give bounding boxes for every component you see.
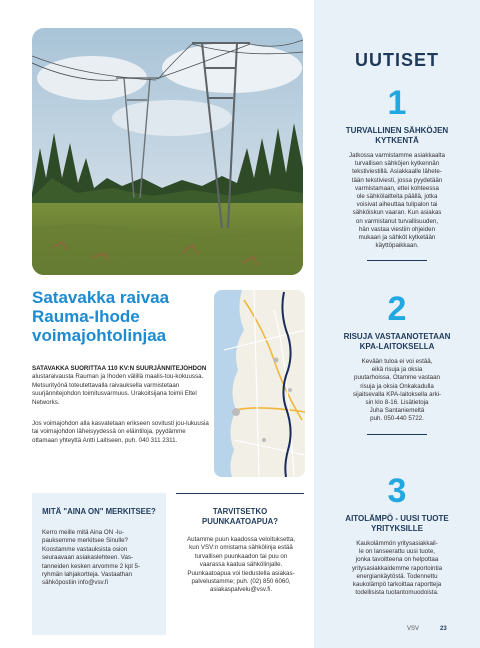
article-lead <box>32 365 210 407</box>
news-title: UUTISET <box>354 50 439 70</box>
news-body: Kevään tuloa ei voi estää, eikä risuja ja oksia puutarhoissa. Otamme vastaan risuja ja oksia Onkakadulla sijaitsevalla KPA-laitoksella arki- sin klo 8-16. Lisätietoja Juha Santaniemeltä puh. 050-440 5722. <box>352 358 442 423</box>
news-headline: AITOLÄMPÖ - UUSI TUOTE YRITYKSILLE <box>345 514 449 533</box>
article-lead-text: alustaraivausta Rauman ja Ihoden välillä maalis-tou-kokuussa. Metsurityönä toteutettavalla raivauksella varmistetaan suurjännitejohdon toimitusvarmuus. Urakoitsijana toimii Eltel Networks. <box>32 373 204 406</box>
article-paragraph: Jos voimajohdon alla kasvatetaan erikseen sovitusti jou-lukuusia tai voimajohdon läheisyydessä on eläintiloja, pyydämme ottamaan yhteyttä Antti Laitiseen, puh. 040 311 2311. <box>32 420 209 444</box>
news-column <box>314 0 480 648</box>
footer-brand: VSV <box>407 626 420 632</box>
news-headline: TURVALLINEN SÄHKÖJEN KYTKENTÄ <box>345 126 449 145</box>
aina-on-title: MITÄ "AINA ON" MERKITSEE? <box>42 507 156 516</box>
news-separator <box>367 434 427 435</box>
article-headline: Satavakka raivaa Rauma-Ihode voimajohtolinjaa <box>32 288 170 345</box>
aina-on-box <box>32 493 166 635</box>
news-item-1 <box>314 86 480 261</box>
route-map <box>214 290 305 477</box>
news-item-2 <box>314 292 480 435</box>
power-line-photo <box>32 28 303 275</box>
aina-on-body: Kerro meille mitä Aina ON -lu-pauksemme merkitsee Sinulle? Koostamme vastauksista osion seuraavaan asiakaslehteen. Vas-tanneiden kesken arvomme 2 kpl 5-ryhmän lahjakortteja. Vastaathan sähköpostiin info@vsv.fi <box>42 529 141 587</box>
tree-felling-box <box>176 493 304 635</box>
news-number: 1 <box>387 84 407 122</box>
news-number: 2 <box>387 290 407 328</box>
tree-felling-body: Autamme puun kaadossa veloituksetta, kun VSV:n omistama sähkölinja estää turvallisen puunkaadon tai puu on vaarassa kaatua sähkölinjalle. Puunkaatoapua voi tiedustella asiakas-palvelustamme; puh. (02) 850 6060, asiakaspalvelu@vsv.fi. <box>186 536 295 594</box>
news-separator <box>367 260 427 261</box>
news-body: Kaukolämmön yritysasiakkail- le on lanseerattu uusi tuote, jonka tavoitteena on helpottaa yritysasiakkaidemme raportointia energiankäytöstä. Todennettu kaukolämpö tarkoittaa raportteja todellisista tuotantomuodoista. <box>351 540 443 597</box>
news-body: Jatkossa varmistamme asiakkaalta turvallisen sähköjen kytkennän tekstiviestillä. Asiakkaalle lähete- tään tekstiviesti, jossa pyydetään varmistamaan, ettei kohteessa ole sähkölaitteita päällä, jotka voisivat aiheuttaa tulipalon tai sähköiskun vaaran. Kun asiakas on varmistanut turvallisuuden, hän vastaa viestiin ohjeiden mukaan ja sähköt kytketään käyttöpaikkaan. <box>349 152 445 250</box>
news-item-3 <box>314 474 480 597</box>
news-number: 3 <box>387 472 407 510</box>
news-headline: RISUJA VASTAANOTETAAN KPA-LAITOKSELLA <box>343 332 451 351</box>
tree-felling-title: TARVITSETKO PUUNKAATOAPUA? <box>202 507 278 526</box>
article-lead-bold: SATAVAKKA SUORITTAA 110 KV:N SUURJÄNNITEJOHDON <box>32 365 207 372</box>
page-number: 23 <box>440 626 447 632</box>
